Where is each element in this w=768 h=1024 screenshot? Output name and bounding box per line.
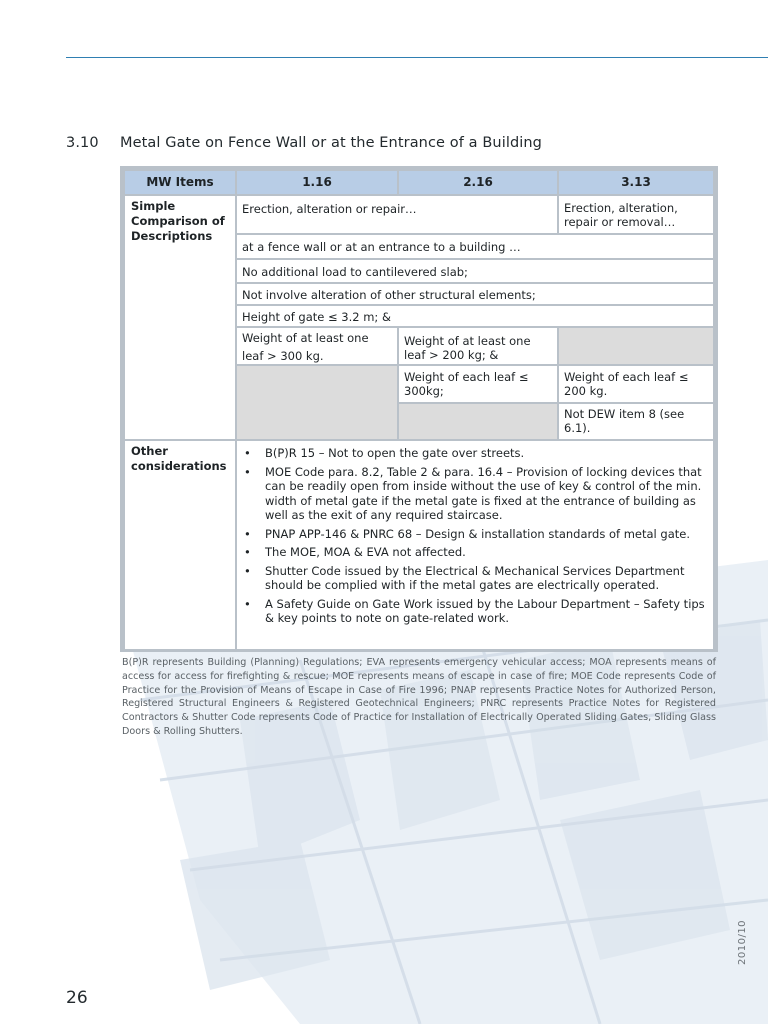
cell-empty-grey: [237, 366, 397, 439]
abbreviations-footnote: B(P)R represents Building (Planning) Regulations; EVA represents emergency vehicular access; MOA represents means of access for access for firefighting & rescue; MOE represents means of escape in case of fire; MOE Code represents Code of Practice for the Provision of Means of Escape in Case of Fire 1996; PNAP represents Practice Notes for Authorized Person, Registered Structural Engineers & Registered Geotechnical Engineers; PNRC represents Practice Notes for Registered Contractors & Shutter Code represents Code of Practice for Installation of Electrically Operated Sliding Gates, Sliding Glass Doors & Rolling Shutters.: [122, 657, 716, 737]
edition-date: 2010/10: [737, 919, 748, 965]
page-number: 26: [66, 988, 88, 1008]
considerations-cell: [237, 441, 713, 649]
cell-line: leaf > 300 kg.: [242, 349, 324, 363]
row-label-line: Other: [131, 444, 168, 458]
consideration-item: • The MOE, MOA & EVA not affected.: [240, 545, 707, 560]
considerations-list: [240, 446, 707, 626]
row-label-simple-comparison: [125, 196, 235, 439]
section-title: Metal Gate on Fence Wall or at the Entrance of a Building: [120, 135, 542, 151]
consideration-item: • A Safety Guide on Gate Work issued by the Labour Department – Safety tips & key points to note on gate-related work.: [240, 597, 707, 626]
consideration-item: • MOE Code para. 8.2, Table 2 & para. 16.4 – Provision of locking devices that can be readily open from inside without the use of key & control of the min. width of metal gate if the metal gate is fixed at the entrance of building as well as the exit of any required staircase.: [240, 465, 707, 523]
consideration-item: • Shutter Code issued by the Electrical & Mechanical Services Department should be complied with if the metal gates are electrically operated.: [240, 564, 707, 593]
cell-height: Height of gate ≤ 3.2 m; &: [237, 306, 713, 326]
cell-each-200: Weight of each leaf ≤ 200 kg.: [559, 366, 713, 402]
row-label-line: Comparison of: [131, 214, 225, 228]
section-number: 3.10: [66, 135, 99, 151]
cell-not-dew: Not DEW item 8 (see 6.1).: [559, 404, 713, 439]
row-label-other-considerations: [125, 441, 235, 649]
comparison-table: [120, 166, 718, 652]
section-heading: [66, 135, 542, 151]
header-mw-items: MW Items: [125, 171, 235, 194]
header-1-16: 1.16: [237, 171, 397, 194]
cell-each-300: Weight of each leaf ≤ 300kg;: [399, 366, 557, 402]
row-label-line: considerations: [131, 459, 227, 473]
header-3-13: 3.13: [559, 171, 713, 194]
row-label-line: Descriptions: [131, 229, 213, 243]
cell-empty-grey: [399, 404, 557, 439]
header-2-16: 2.16: [399, 171, 557, 194]
cell-not-involve: Not involve alteration of other structural elements;: [237, 284, 713, 304]
consideration-item: • B(P)R 15 – Not to open the gate over streets.: [240, 446, 707, 461]
consideration-item: • PNAP APP-146 & PNRC 68 – Design & installation standards of metal gate.: [240, 527, 707, 542]
cell-erection-1-2: Erection, alteration or repair…: [237, 196, 557, 233]
cell-erection-3: Erection, alteration, repair or removal…: [559, 196, 713, 233]
top-rule: [66, 57, 768, 58]
cell-weight-300: [237, 328, 397, 364]
row-label-line: Simple: [131, 199, 176, 213]
cell-no-load: No additional load to cantilevered slab;: [237, 260, 713, 282]
cell-weight-200: Weight of at least one leaf > 200 kg; &: [399, 328, 557, 364]
cell-fence-wall: at a fence wall or at an entrance to a building …: [237, 235, 713, 258]
cell-line: Weight of at least one: [242, 331, 369, 345]
cell-empty-grey: [559, 328, 713, 364]
